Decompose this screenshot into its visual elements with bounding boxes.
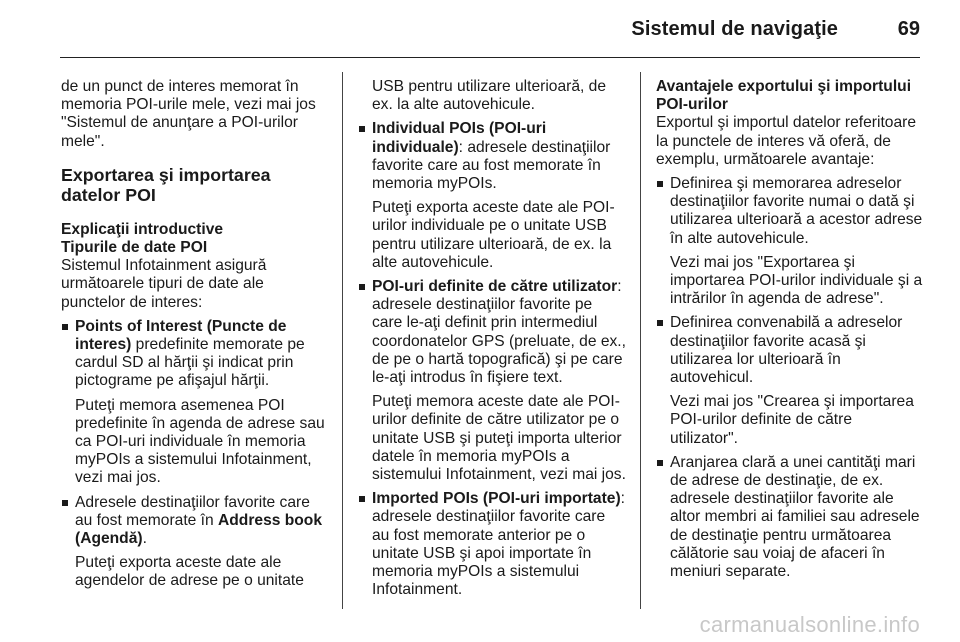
bullet-text: : adresele destinaţiilor favorite care au fost memorate în memoria myPOIs. [372, 138, 611, 193]
continued-text: USB pentru utilizare ulterioară, de ex. la alte autovehicule. [372, 78, 607, 114]
column-divider-1 [342, 72, 343, 609]
subheading-poi-types: Tipurile de date POI [61, 239, 208, 257]
bullet-clear-arrangement [656, 454, 924, 581]
bullet-text: Aranjarea clară a unei cantităţi mari de adrese de destinaţie, de ex. adresele destinaţiilor favorite ale altor membri ai familiei sau adresele de destinaţie pentru următoarea călătorie sau voiaj de afaceri în meniuri separate. [670, 453, 920, 581]
subheading-introductory: Explicaţii introductive [61, 220, 224, 238]
page-title: Sistemul de navigaţie [631, 18, 838, 40]
column-1 [61, 78, 329, 591]
column-divider-2 [640, 72, 641, 609]
section-heading: Exportarea şi importarea datelor POI [61, 164, 271, 205]
subheading-advantages: Avantajele exportului şi importului POI-urilor [656, 78, 912, 114]
bullet-text: predefinite memorate pe cardul SD al hărţii şi indicat prin pictograme pe afişajul hărţii. [75, 336, 305, 390]
bullet-individual-pois [358, 120, 626, 272]
page-number: 69 [897, 18, 920, 40]
bullet-text: Adresele destinaţiilor favorite care au fost memorate în [75, 493, 310, 529]
page-header [0, 0, 960, 50]
advantages-paragraph: Exportul şi importul datelor referitoare la punctele de interes vă oferă, de exemplu, următoarele avantaje: [656, 114, 917, 168]
bullet-text: Definirea convenabilă a adreselor destinaţiilor favorite acasă şi utilizarea lor ulterioară în autovehicul. [670, 314, 903, 387]
column-2 [358, 78, 626, 599]
bullet-followup: Puteţi memora aceste date ale POI-urilor definite de către utilizator pe o unitate USB şi puteţi importa ulterior datele în memoria myPOIs a sistemului Infotainment, vezi mai jos. [372, 393, 626, 484]
bullet-followup: Vezi mai jos "Exportarea şi importarea POI-urilor individuale şi a intrărilor în agenda de adrese". [670, 253, 923, 308]
bullet-end: . [142, 530, 147, 548]
bullet-imported-pois [358, 490, 626, 599]
poi-types-paragraph: Sistemul Infotainment asigură următoarele tipuri de date ale punctelor de interes: [61, 257, 267, 311]
bullet-text: : adresele destinaţiilor favorite pe care le-aţi definit prin intermediul coordonatelor GPS (preluate, de ex., de pe o hartă topografică) şi pe care le-aţi introdus în fişiere text. [372, 278, 626, 387]
bullet-text: : adresele destinaţiilor favorite care au fost memorate anterior pe o unitate USB şi apoi importate în memoria myPOIs a sistemului Infotainment. [372, 490, 625, 599]
bullet-address-book [61, 494, 329, 591]
bullet-followup: Puteţi exporta aceste date ale agendelor de adrese pe o unitate [75, 554, 304, 590]
bullet-followup: Vezi mai jos "Crearea şi importarea POI-urilor definite de către utilizator". [670, 393, 914, 447]
header-rule [60, 57, 920, 58]
bullet-followup: Puteţi exporta aceste date ale POI-urilor individuale pe o unitate USB pentru utilizare ulterioară, de ex. la alte autovehicule. [372, 199, 615, 271]
watermark: carmanualsonline.info [699, 612, 920, 637]
intro-paragraph: de un punct de interes memorat în memoria POI-urile mele, vezi mai jos "Sistemul de anunţare a POI-urilor mele". [61, 78, 316, 150]
bullet-text: Definirea şi memorarea adreselor destinaţiilor favorite numai o dată şi utilizarea ulterioară a acestor adrese în alte autovehicule. [670, 175, 923, 247]
column-3 [656, 78, 924, 581]
bullet-bold-term: Address book (Agendă) [75, 511, 322, 548]
bullet-bold-term: Points of Interest (Puncte de interes) [75, 317, 287, 354]
bullet-bold-term: Individual POIs (POI-uri individuale) [372, 120, 547, 156]
bullet-define-at-home [656, 314, 924, 447]
bullet-bold-term: Imported POIs (POI-uri importate) [372, 490, 621, 508]
bullet-followup: Puteţi memora asemenea POI predefinite în agenda de adrese sau ca POI-uri individuale în memoria myPOIs a sistemului Infotainment, vezi mai jos. [75, 396, 325, 487]
bullet-points-of-interest [61, 318, 329, 488]
bullet-define-once [656, 175, 924, 308]
bullet-user-defined-pois [358, 278, 626, 484]
bullet-bold-term: POI-uri definite de către utilizator [372, 278, 618, 296]
